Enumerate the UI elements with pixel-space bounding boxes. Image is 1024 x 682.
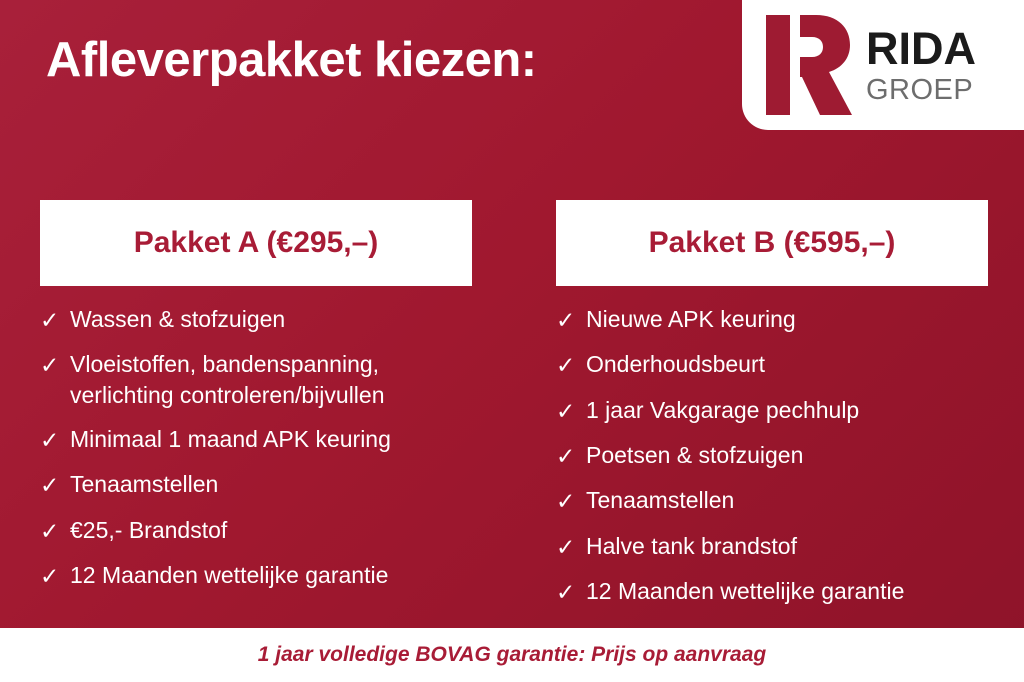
list-item-label: Poetsen & stofzuigen [586, 442, 804, 469]
check-icon: ✓ [556, 443, 576, 470]
check-icon: ✓ [40, 307, 60, 333]
list-item [556, 304, 988, 335]
package-columns [0, 200, 1024, 622]
list-item [40, 424, 472, 455]
list-item-label: 1 jaar Vakgarage pechhulp [586, 396, 860, 423]
list-item [556, 440, 988, 471]
check-icon: ✓ [556, 352, 576, 379]
list-item-label: Wassen & stofzuigen [70, 306, 286, 332]
footer-bar [0, 628, 1024, 682]
check-icon: ✓ [40, 517, 60, 544]
check-icon: ✓ [40, 563, 60, 590]
brand-logo [742, 0, 1024, 130]
list-item-label: Nieuwe APK keuring [586, 306, 796, 332]
list-item [556, 349, 988, 380]
brand-wordmark [866, 22, 976, 106]
check-icon: ✓ [556, 579, 576, 606]
check-icon: ✓ [40, 472, 60, 499]
list-item [40, 349, 472, 410]
check-icon: ✓ [40, 352, 60, 379]
list-item [40, 469, 472, 500]
list-item [40, 515, 472, 546]
list-item-label: Onderhoudsbeurt [586, 351, 766, 378]
check-icon: ✓ [556, 533, 576, 560]
package-b-feature-list [556, 286, 988, 608]
list-item-label: Vloeistoffen, bandenspanning, verlichting controleren/bijvullen [70, 351, 385, 408]
brand-subname: GROEP [866, 73, 974, 106]
package-b-title-box [556, 200, 988, 286]
package-a [40, 200, 472, 622]
package-a-feature-list [40, 286, 472, 592]
list-item-label: €25,- Brandstof [70, 516, 228, 543]
list-item [40, 560, 472, 591]
brand-name: RIDA [866, 22, 976, 74]
list-item [556, 485, 988, 516]
list-item [556, 395, 988, 426]
list-item [40, 304, 472, 335]
package-b-title: Pakket B (€595,–) [648, 226, 896, 259]
footer-note: 1 jaar volledige BOVAG garantie: Prijs op aanvraag [257, 643, 767, 666]
check-icon: ✓ [556, 307, 576, 333]
check-icon: ✓ [556, 397, 576, 424]
list-item [556, 531, 988, 562]
check-icon: ✓ [556, 488, 576, 515]
page-title: Afleverpakket kiezen: [46, 33, 537, 87]
check-icon: ✓ [40, 427, 60, 454]
package-a-title: Pakket A (€295,–) [133, 226, 379, 259]
list-item-label: 12 Maanden wettelijke garantie [586, 578, 905, 605]
list-item-label: Tenaamstellen [70, 471, 219, 498]
package-a-title-box [40, 200, 472, 286]
list-item [556, 576, 988, 607]
list-item-label: Halve tank brandstof [586, 532, 797, 559]
rida-r-monogram-icon [760, 11, 856, 119]
list-item-label: Tenaamstellen [586, 487, 735, 514]
list-item-label: 12 Maanden wettelijke garantie [70, 562, 389, 589]
list-item-label: Minimaal 1 maand APK keuring [70, 426, 391, 453]
package-b [556, 200, 988, 622]
